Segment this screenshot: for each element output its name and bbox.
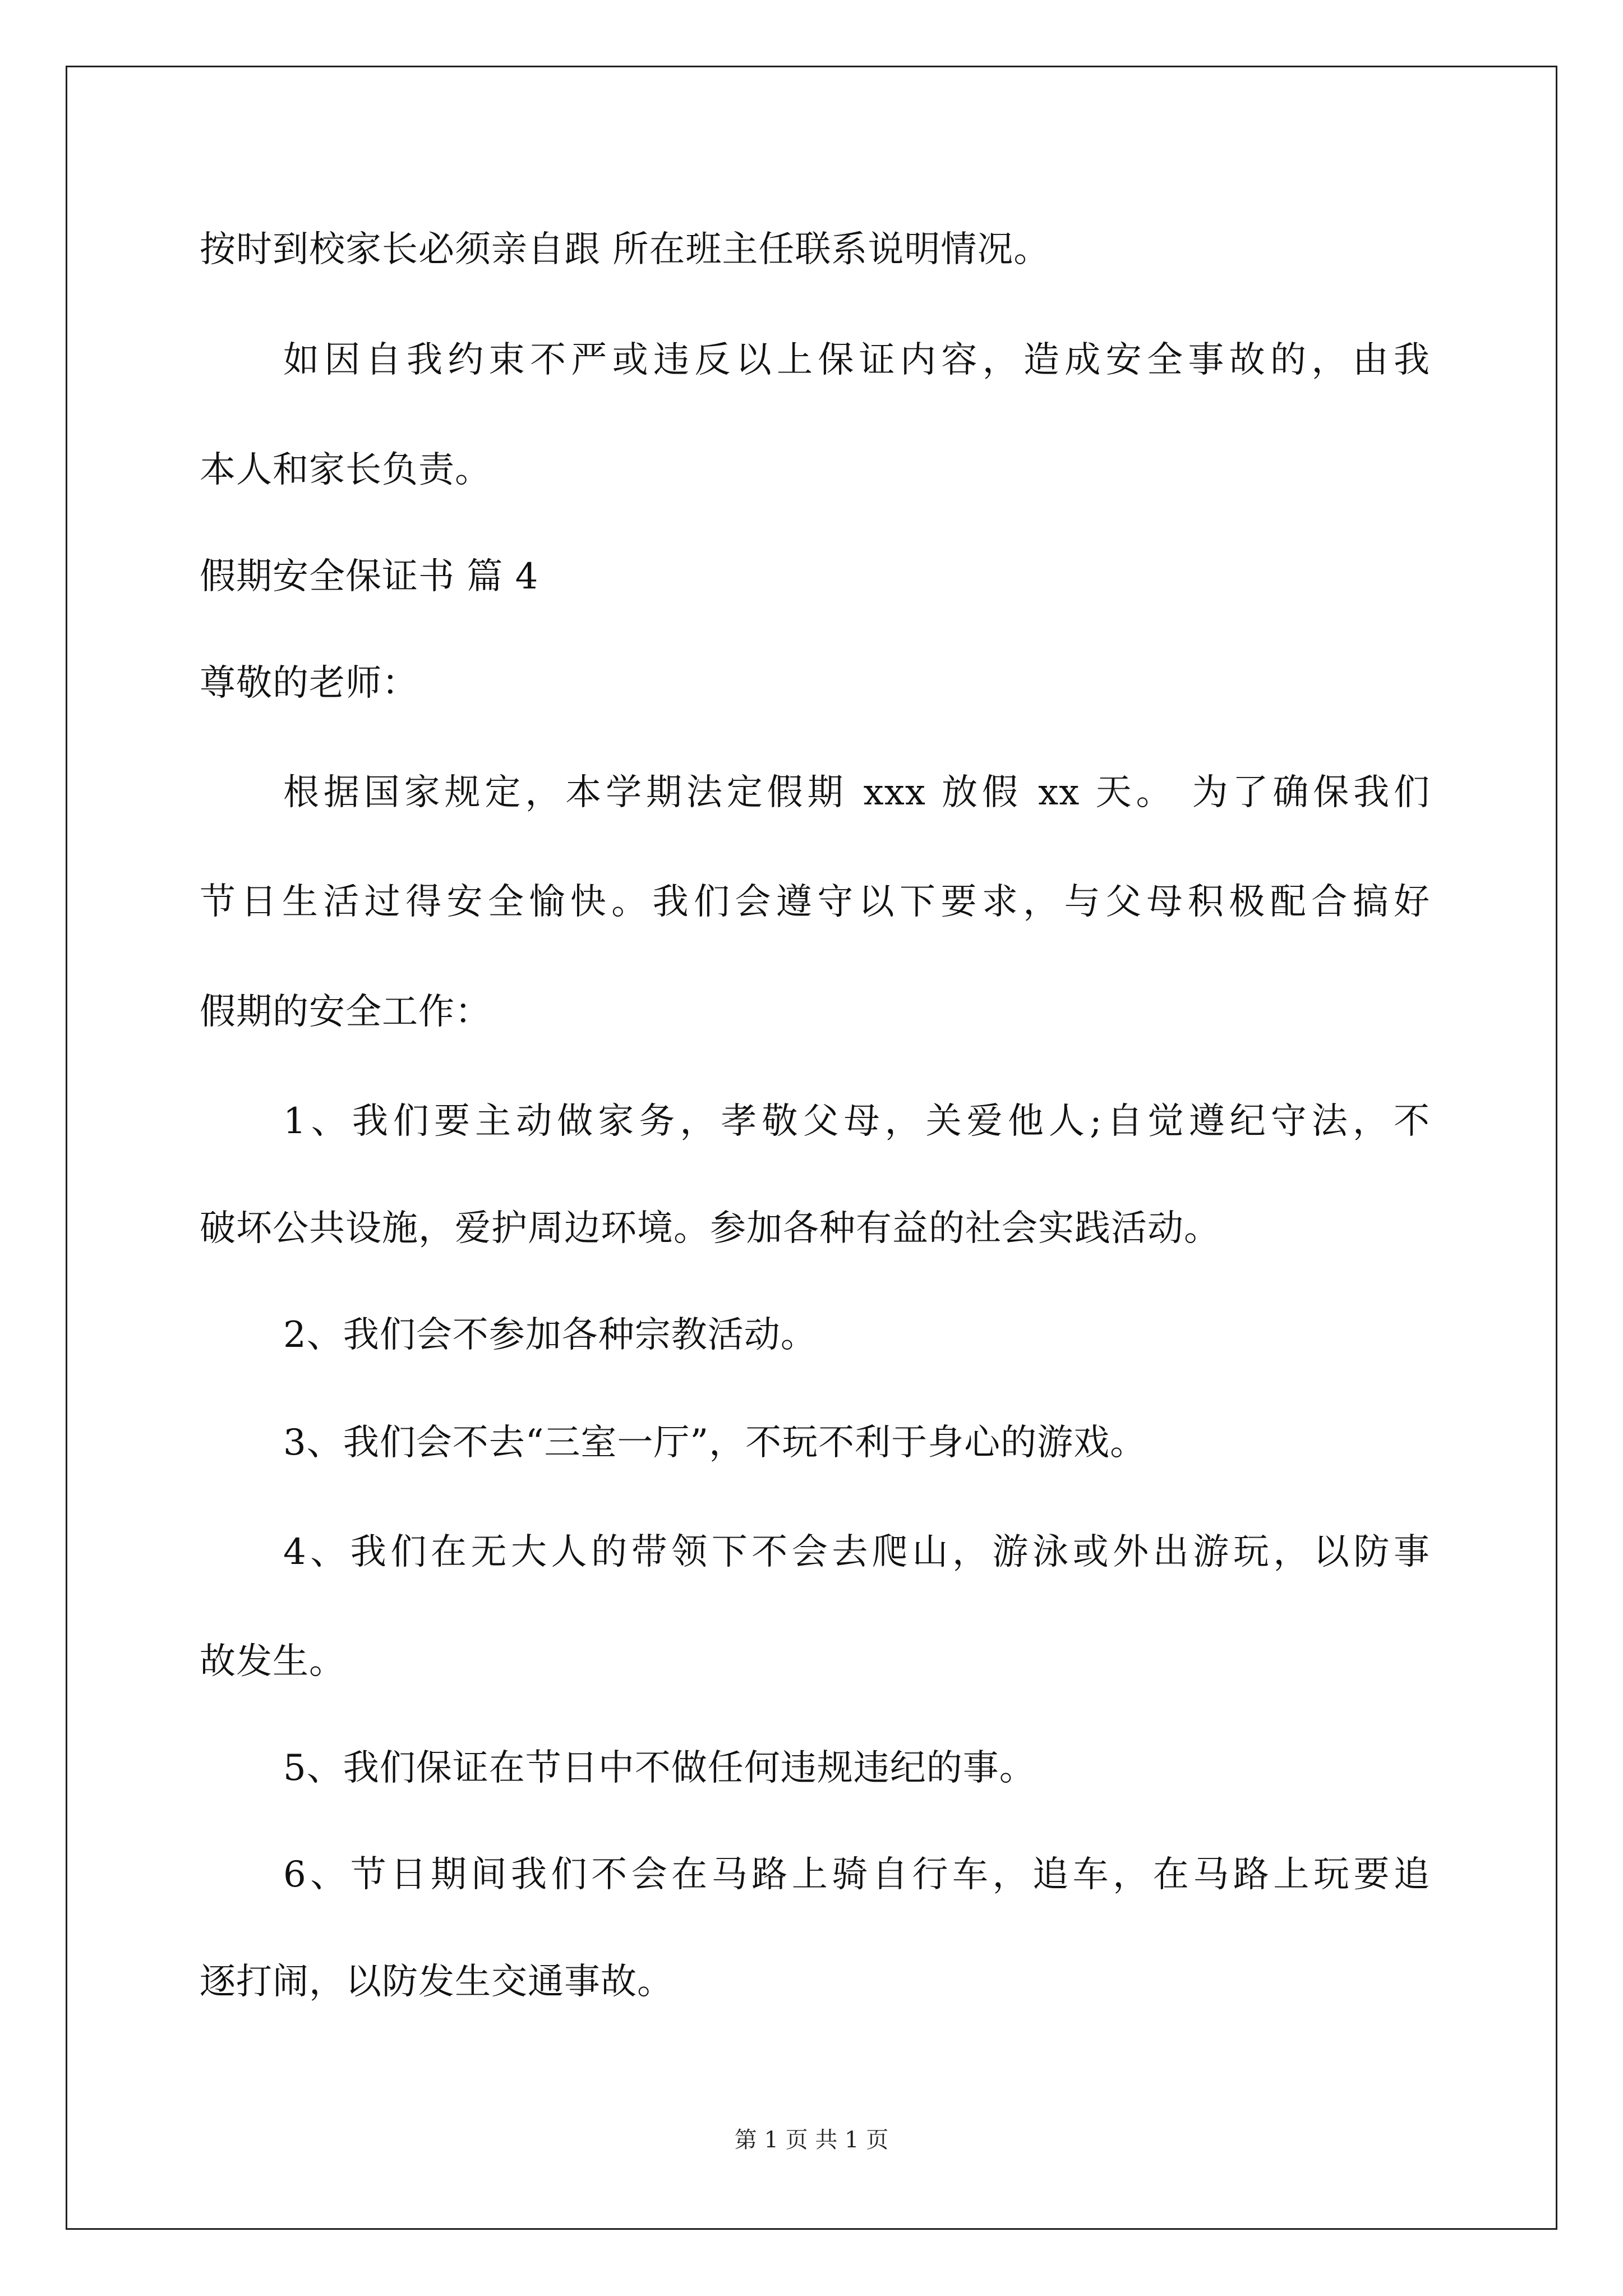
list-item-line: 4、我们在无大人的带领下不会去爬山，游泳或外出游玩，以防事 [283,1531,1430,1573]
page-footer: 第 1 页 共 1 页 [734,2127,889,2153]
list-item-line: 5、我们保证在节日中不做任何违规违纪的事。 [283,1747,1036,1789]
list-item-line: 6、节日期间我们不会在马路上骑自行车，追车，在马路上玩要追 [283,1854,1430,1895]
paragraph-line: 按时到校家长必须亲自跟 所在班主任联系说明情况。 [200,229,1050,270]
list-item-line: 破坏公共设施，爱护周边环境。参加各种有益的社会实践活动。 [200,1208,1220,1249]
paragraph-line: 假期的安全工作： [200,991,491,1033]
list-item-line: 3、我们会不去“三室一厅”，不玩不利于身心的游戏。 [283,1422,1147,1464]
page-border [66,66,1557,2230]
paragraph-line: 根据国家规定，本学期法定假期 xxx 放假 xx 天。 为了确保我们 [283,772,1430,813]
list-item-line: 1、我们要主动做家务，孝敬父母，关爱他人;自觉遵纪守法，不 [283,1101,1430,1142]
paragraph-line: 节日生活过得安全愉快。我们会遵守以下要求，与父母积极配合搞好 [200,881,1430,923]
section-heading: 假期安全保证书 篇 4 [200,556,539,597]
paragraph-line: 如因自我约束不严或违反以上保证内容，造成安全事故的，由我 [283,339,1430,381]
paragraph-line: 本人和家长负责。 [200,449,491,491]
list-item-line: 逐打闹，以防发生交通事故。 [200,1961,674,2003]
list-item-line: 故发生。 [200,1641,345,1682]
salutation: 尊敬的老师： [200,662,418,704]
list-item-line: 2、我们会不参加各种宗教活动。 [283,1314,817,1356]
